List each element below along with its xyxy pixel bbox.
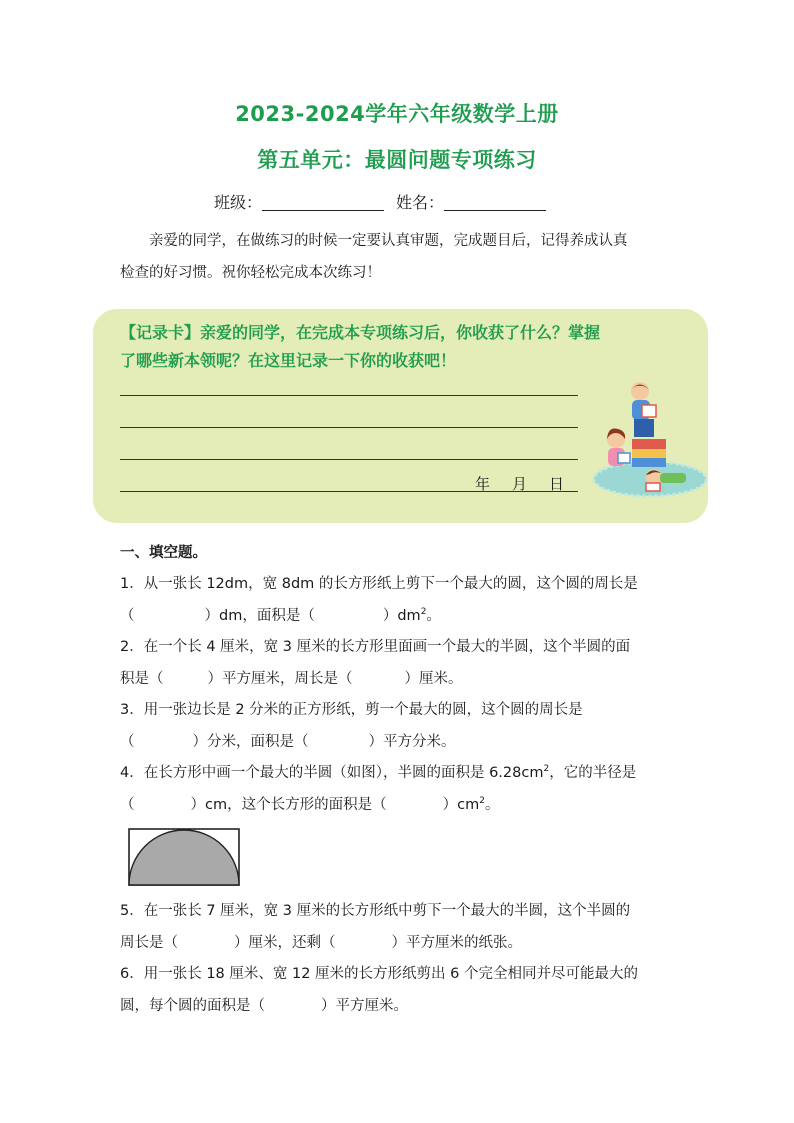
record-date bbox=[475, 473, 586, 494]
question-6-line-1: 6．用一张长 18 厘米、宽 12 厘米的长方形纸剪出 6 个完全相同并尽可能最大的 bbox=[120, 966, 639, 982]
intro-line-2: 检查的好习惯。祝你轻松完成本次练习！ bbox=[120, 265, 381, 281]
class-field[interactable] bbox=[262, 194, 384, 211]
record-card-line-2: 了哪些新本领呢？在这里记录一下你的收获吧！ bbox=[120, 351, 457, 370]
date-month-label: 月 bbox=[512, 475, 528, 493]
record-card bbox=[93, 309, 708, 523]
page-subtitle: 第五单元：最圆问题专项练习 bbox=[257, 148, 537, 172]
record-card-line-1: 【记录卡】亲爱的同学，在完成本专项练习后，你收获了什么？掌握 bbox=[120, 323, 601, 342]
question-2 bbox=[120, 632, 680, 695]
question-1-line-2: （ ）dm，面积是（ ）$dm^2$。 bbox=[120, 606, 441, 624]
class-label: 班级： bbox=[214, 193, 263, 212]
question-4-line-2: （ ）cm，这个长方形的面积是（ ）$cm^2$。 bbox=[120, 795, 500, 813]
name-field[interactable] bbox=[444, 194, 546, 211]
question-3 bbox=[120, 695, 680, 758]
question-4-line-1: 4．在长方形中画一个最大的半圆（如图），半圆的面积是 $6.28cm^2$，它的半径是 bbox=[120, 764, 637, 781]
children-reading-illustration-icon bbox=[588, 381, 708, 501]
student-info-line bbox=[214, 190, 546, 213]
question-6-line-2: 圆，每个圆的面积是（ ）平方厘米。 bbox=[120, 997, 408, 1014]
date-year-label: 年 bbox=[475, 475, 491, 493]
question-5 bbox=[120, 896, 680, 959]
question-3-line-2: （ ）分米，面积是（ ）平方分米。 bbox=[120, 733, 456, 750]
question-1 bbox=[120, 569, 680, 632]
intro-line-1: 亲爱的同学，在做练习的时候一定要认真审题，完成题目后，记得养成认真 bbox=[149, 233, 628, 249]
record-card-prompt bbox=[120, 319, 685, 375]
record-line-2[interactable] bbox=[120, 427, 578, 428]
question-5-line-2: 周长是（ ）厘米，还剩（ ）平方厘米的纸张。 bbox=[120, 934, 522, 951]
record-line-1[interactable] bbox=[120, 395, 578, 396]
question-6 bbox=[120, 959, 680, 1022]
intro-text bbox=[120, 225, 680, 289]
section-title: 一、填空题。 bbox=[120, 545, 207, 561]
question-1-line-1: 1．从一张长 12dm，宽 8dm 的长方形纸上剪下一个最大的圆，这个圆的周长是 bbox=[120, 576, 638, 592]
question-4 bbox=[120, 758, 680, 821]
question-2-line-1: 2．在一个长 4 厘米，宽 3 厘米的长方形里面画一个最大的半圆，这个半圆的面 bbox=[120, 639, 631, 655]
question-5-line-1: 5．在一张长 7 厘米，宽 3 厘米的长方形纸中剪下一个最大的半圆，这个半圆的 bbox=[120, 903, 631, 919]
page-title: 2023-2024学年六年级数学上册 bbox=[235, 102, 559, 126]
question-2-line-2: 积是（ ）平方厘米，周长是（ ）厘米。 bbox=[120, 670, 463, 687]
question-3-line-1: 3．用一张边长是 2 分米的正方形纸，剪一个最大的圆，这个圆的周长是 bbox=[120, 702, 583, 718]
name-label: 姓名： bbox=[396, 193, 445, 212]
date-day-label: 日 bbox=[549, 475, 565, 493]
semicircle-in-rectangle-figure bbox=[128, 828, 240, 886]
record-line-3[interactable] bbox=[120, 459, 578, 460]
